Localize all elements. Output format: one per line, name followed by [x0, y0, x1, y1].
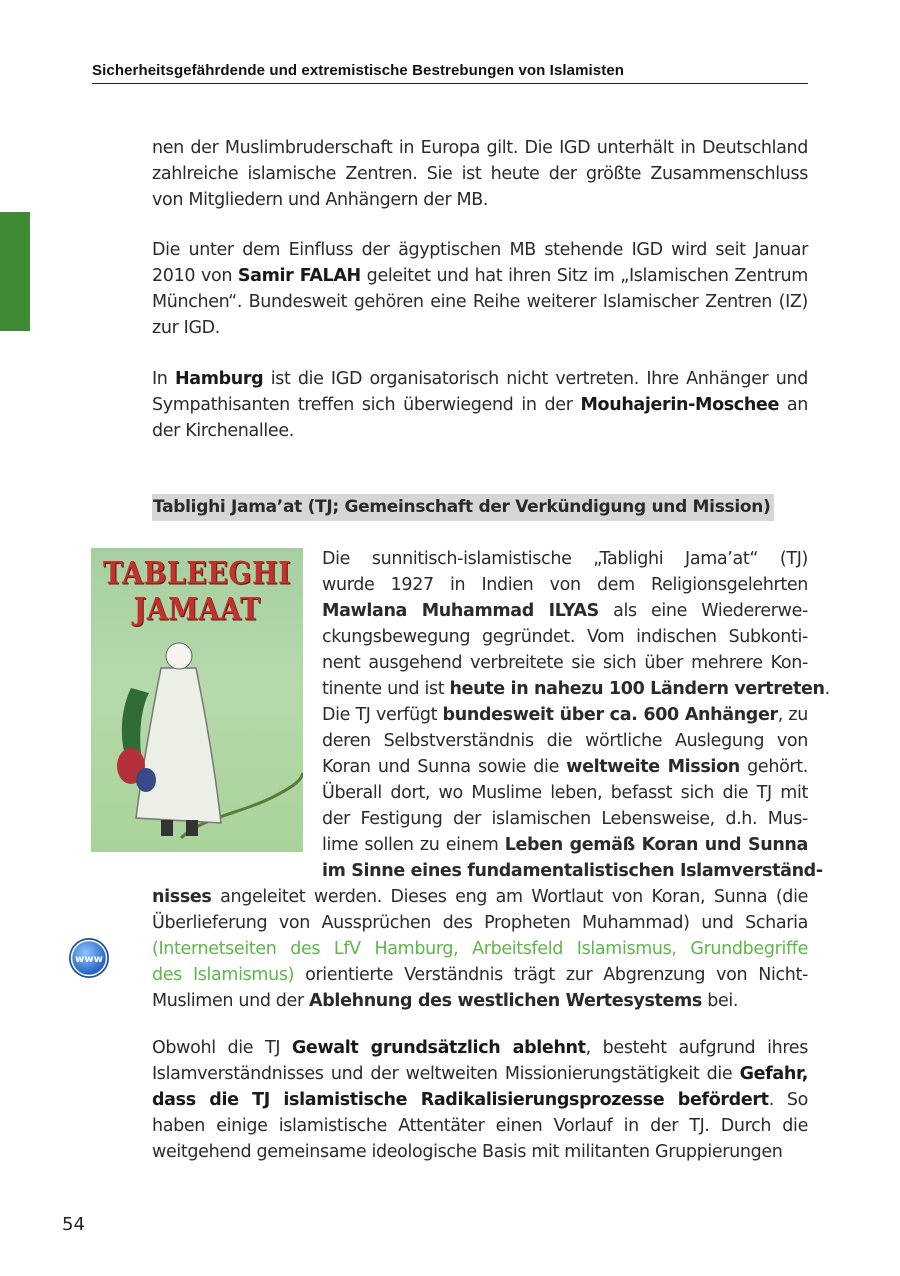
book-cover-image [91, 548, 303, 852]
bold-text: weltweite Mission [566, 757, 740, 777]
paragraph-igd-leadership [152, 237, 808, 341]
text-line [152, 884, 808, 910]
internet-reference-link[interactable]: des Islamismus) [152, 965, 295, 985]
text-line: nent ausgehend verbreitete sie sich über mehrere Kon- [322, 653, 808, 673]
text-line: ckungsbewegung gegründet. Vom indischen Subkonti- [322, 627, 808, 647]
internet-reference-link[interactable]: (Internetseiten des LfV Hamburg, Arbeitsfeld Islamismus, Grundbegriffe [152, 939, 808, 959]
text: gehört. [739, 757, 808, 777]
text: . So haben einige islamistische Attentäter einen Vorlauf in der TJ. Durch die weitgehend gemeinsame ideologische Basis mit militanten Gruppierungen [152, 1090, 808, 1162]
text-line [322, 702, 808, 728]
paragraph-igd-intro [152, 135, 808, 213]
text-line: Die sunnitisch-islamistische „Tablighi Jama’at“ (TJ) [322, 549, 808, 569]
running-header: Sicherheitsgefährdende und extremistische Bestrebungen von Islamisten [92, 62, 808, 84]
text-line: der Festigung der islamischen Lebensweise, d.h. Mus- [322, 809, 808, 829]
text: lime sollen zu einem [322, 835, 505, 855]
text-line [322, 754, 808, 780]
text-line [152, 936, 808, 962]
chapter-tab-marker [0, 212, 30, 331]
cover-title-line1: TABLEEGHI [102, 555, 292, 592]
paragraph-hamburg [152, 366, 808, 444]
paragraph-tj-violence [152, 1035, 808, 1165]
text: geleitet und hat ihren Sitz im „Islamischen Zentrum München“. Bundesweit gehören eine Reihe weiterer Islamischer Zentren (IZ) zur IGD. [152, 266, 808, 338]
bold-text: Gewalt grundsätzlich ablehnt [291, 1038, 586, 1058]
text: Obwohl die TJ [152, 1038, 292, 1058]
text: angeleitet werden. Dieses eng am Wortlaut von Koran, Sunna (die [211, 887, 808, 907]
text-line [322, 676, 830, 702]
text-line: deren Selbstverständnis die wörtliche Auslegung von [322, 731, 808, 751]
text: Die TJ verfügt [322, 705, 443, 725]
tj-wrapped-text [322, 546, 830, 884]
bold-text: Leben gemäß Koran und Sunna [504, 835, 809, 855]
text: Koran und Sunna sowie die [322, 757, 567, 777]
text: . [824, 679, 830, 699]
bold-text: Gefahr, dass die TJ islamistische Radikalisierungsprozesse befördert [152, 1064, 808, 1110]
bold-founder: Mawlana Muhammad ILYAS [322, 601, 599, 621]
text-line [152, 962, 808, 988]
text: Die unter dem Einfluss der ägyptischen MB stehende IGD wird seit Januar 2010 von [152, 240, 808, 286]
text-line [322, 832, 808, 858]
text: bei. [702, 991, 739, 1011]
bold-text: Ablehnung des westlichen Wertesystems [309, 991, 702, 1011]
cover-illustration [91, 548, 303, 852]
bold-place: Hamburg [174, 369, 264, 389]
text-line: Überall dort, wo Muslime leben, befasst sich die TJ mit [322, 783, 808, 803]
text: als eine Wiedererwe- [598, 601, 808, 621]
text: an der Kirchenallee. [152, 395, 809, 441]
bold-name: Samir FALAH [237, 266, 361, 286]
bold-text: bundesweit über ca. 600 Anhänger [442, 705, 778, 725]
paragraph-text: nen der Muslimbruderschaft in Europa gilt. Die IGD unterhält in Deutschland zahlreiche islamische Zentren. Sie ist heute der größte Zusammenschluss von Mitgliedern und Anhängern der MB. [152, 138, 808, 210]
text: ist die IGD organisatorisch nicht vertreten. Ihre Anhänger und Sympathisanten treffen sich überwiegend in der [152, 369, 808, 415]
text-line [322, 858, 823, 884]
text-line [322, 598, 808, 624]
text: tinente und ist [322, 679, 450, 699]
text: Muslimen und der [152, 991, 310, 1011]
text: In [152, 369, 175, 389]
text: orientierte Verständnis trägt zur Abgrenzung von Nicht- [294, 965, 809, 985]
text-line [152, 988, 808, 1014]
bold-mosque: Mouhajerin-Moschee [580, 395, 779, 415]
www-icon[interactable] [68, 937, 110, 979]
text-line: Überlieferung von Aussprüchen des Propheten Muhammad) und Scharia [152, 913, 808, 933]
section-heading: Tablighi Jama’at (TJ; Gemeinschaft der Verkündigung und Mission) [152, 494, 774, 521]
cover-title-line2: JAMAAT [133, 591, 261, 628]
bold-text: im Sinne eines fundamentalistischen Islamverständ- [322, 861, 823, 881]
text-line: wurde 1927 in Indien von dem Religionsgelehrten [322, 575, 808, 595]
www-icon-label: www [75, 954, 103, 965]
text: , besteht aufgrund ihres Islamverständnisses und der weltweiten Missionierungstätigkeit die [152, 1038, 808, 1084]
text: , zu [777, 705, 808, 725]
bold-text: nisses [152, 887, 212, 907]
tj-full-width-text [152, 884, 808, 1014]
bold-text: heute in nahezu 100 Ländern vertreten [449, 679, 825, 699]
page-number: 54 [62, 1214, 85, 1235]
